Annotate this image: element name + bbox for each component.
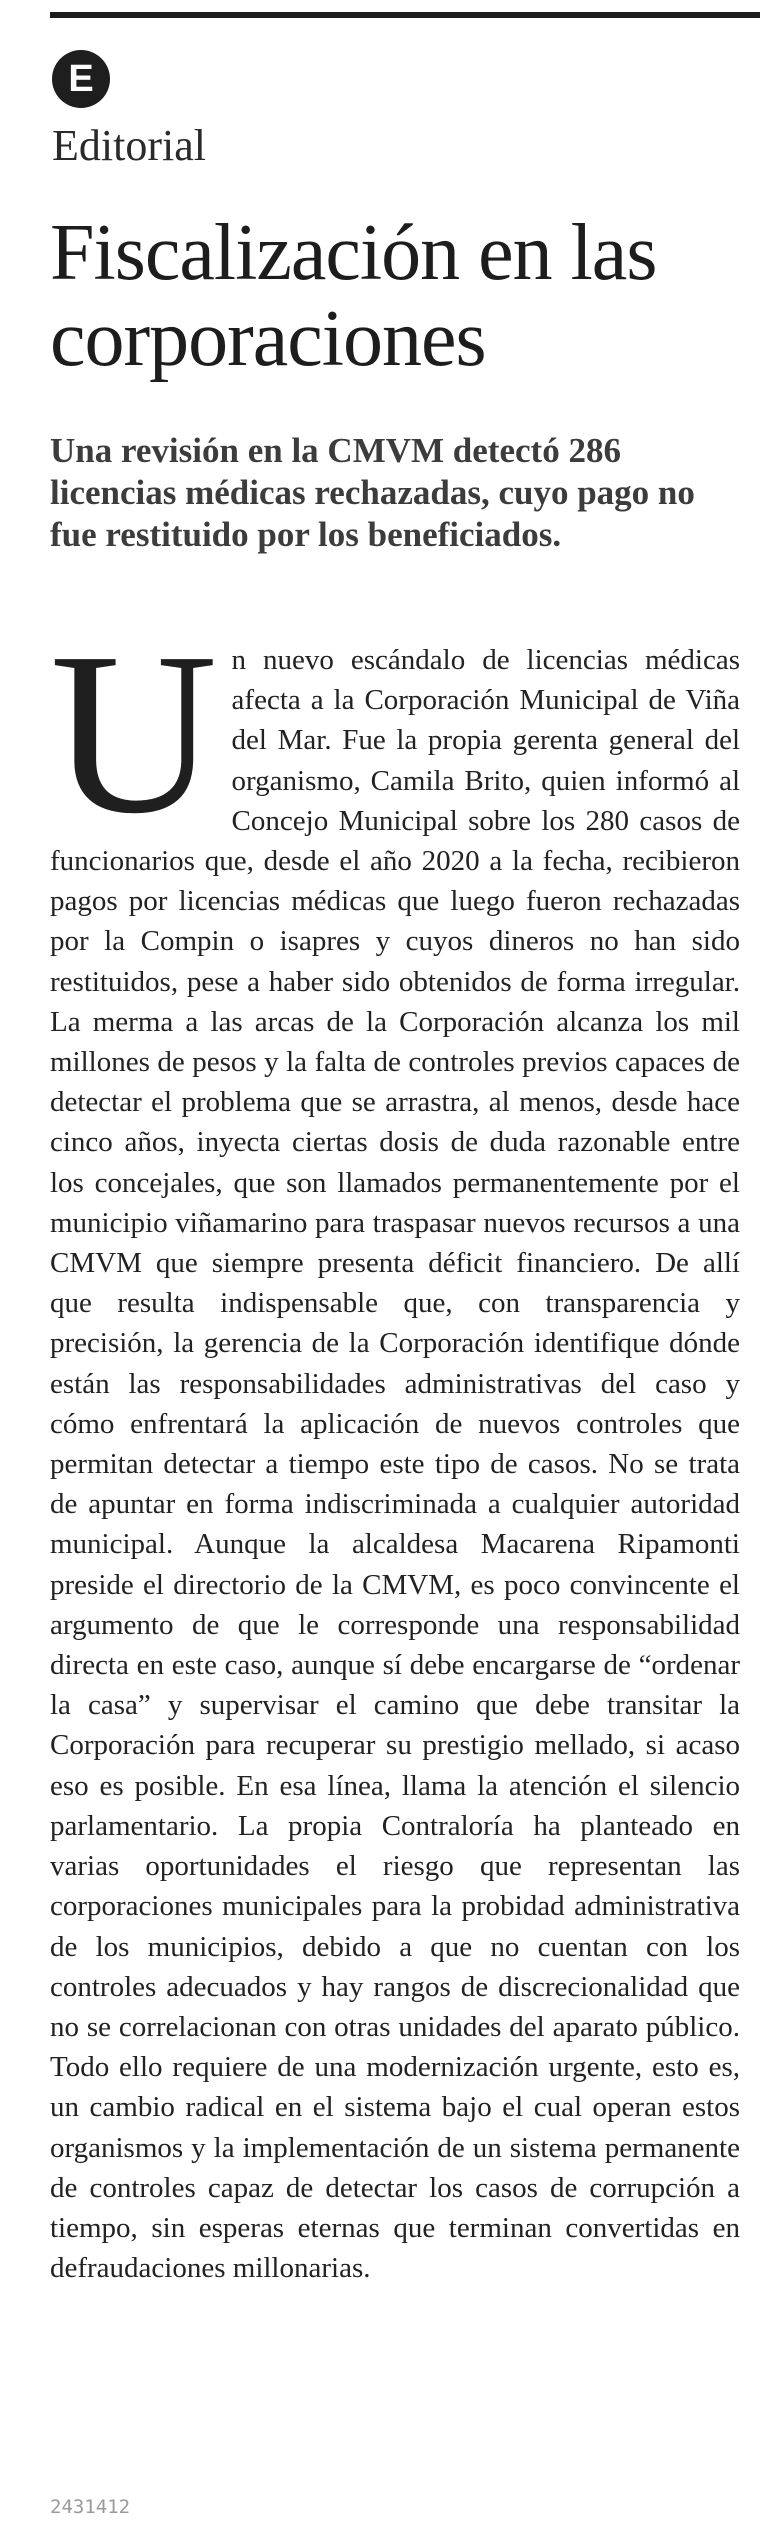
body-text: n nuevo escándalo de licencias médicas afecta a la Corporación Municipal de Viña del Mar. Fue la propia gerenta general del organismo, Camila Brito, quien informó al Concejo Municipal sobre los 280 casos de funcionarios que, desde el año 2020 a la fecha, recibieron pagos por licencias médicas que luego fueron rechazadas por la Compin o isapres y cuyos dineros no han sido restituidos, pese a haber sido obtenidos de forma irregular. La merma a las arcas de la Corporación alcanza los mil millones de pesos y la falta de controles previos capaces de detectar el problema que se arrastra, al menos, desde hace cinco años, inyecta ciertas dosis de duda razonable entre los concejales, que son llamados permanentemente por el municipio viñamarino para traspasar nuevos recursos a una CMVM que siempre presenta déficit financiero. De allí que resulta indispensable que, con transparencia y precisión, la gerencia de la Corporación identifique dónde están las responsabilidades administrativas del caso y cómo enfrentará la aplicación de nuevos controles que permitan detectar a tiempo este tipo de casos. No se trata de apuntar en forma indiscriminada a cualquier autoridad municipal. Aunque la alcaldesa Macarena Ripamonti preside el directorio de la CMVM, es poco convincente el argumento de que le corresponde una responsabilidad directa en este caso, aunque sí debe encargarse de “ordenar la casa” y supervisar el camino que debe transitar la Corporación para recuperar su prestigio mellado, si acaso eso es posible. En esa línea, llama la atención el silencio parlamentario. La propia Contraloría ha planteado en varias oportunidades el riesgo que representan las corporaciones municipales para la probidad administrativa de los municipios, debido a que no cuentan con los controles adecuados y hay rangos de discrecionalidad que no se correlacionan con otras unidades del aparato público. Todo ello requiere de una modernización urgente, esto es, un cambio radical en el sistema bajo el cual operan estos organismos y la implementación de un sistema permanente de controles capaz de detectar los casos de corrupción a tiempo, sin esperas eternas que terminan convertidas en defraudaciones millonarias. <box>50 644 740 2285</box>
top-rule <box>50 12 760 18</box>
article-body <box>50 605 740 2288</box>
drop-cap: U <box>50 605 218 862</box>
section-badge: E <box>52 50 110 108</box>
section-label: Editorial <box>52 121 206 170</box>
deck: Una revisión en la CMVM detectó 286 licencias médicas rechazadas, cuyo pago no fue restituido por los beneficiados. <box>50 431 695 554</box>
headline: Fiscalización en las corporaciones <box>50 209 657 383</box>
clip-id: 2431412 <box>50 2496 131 2518</box>
